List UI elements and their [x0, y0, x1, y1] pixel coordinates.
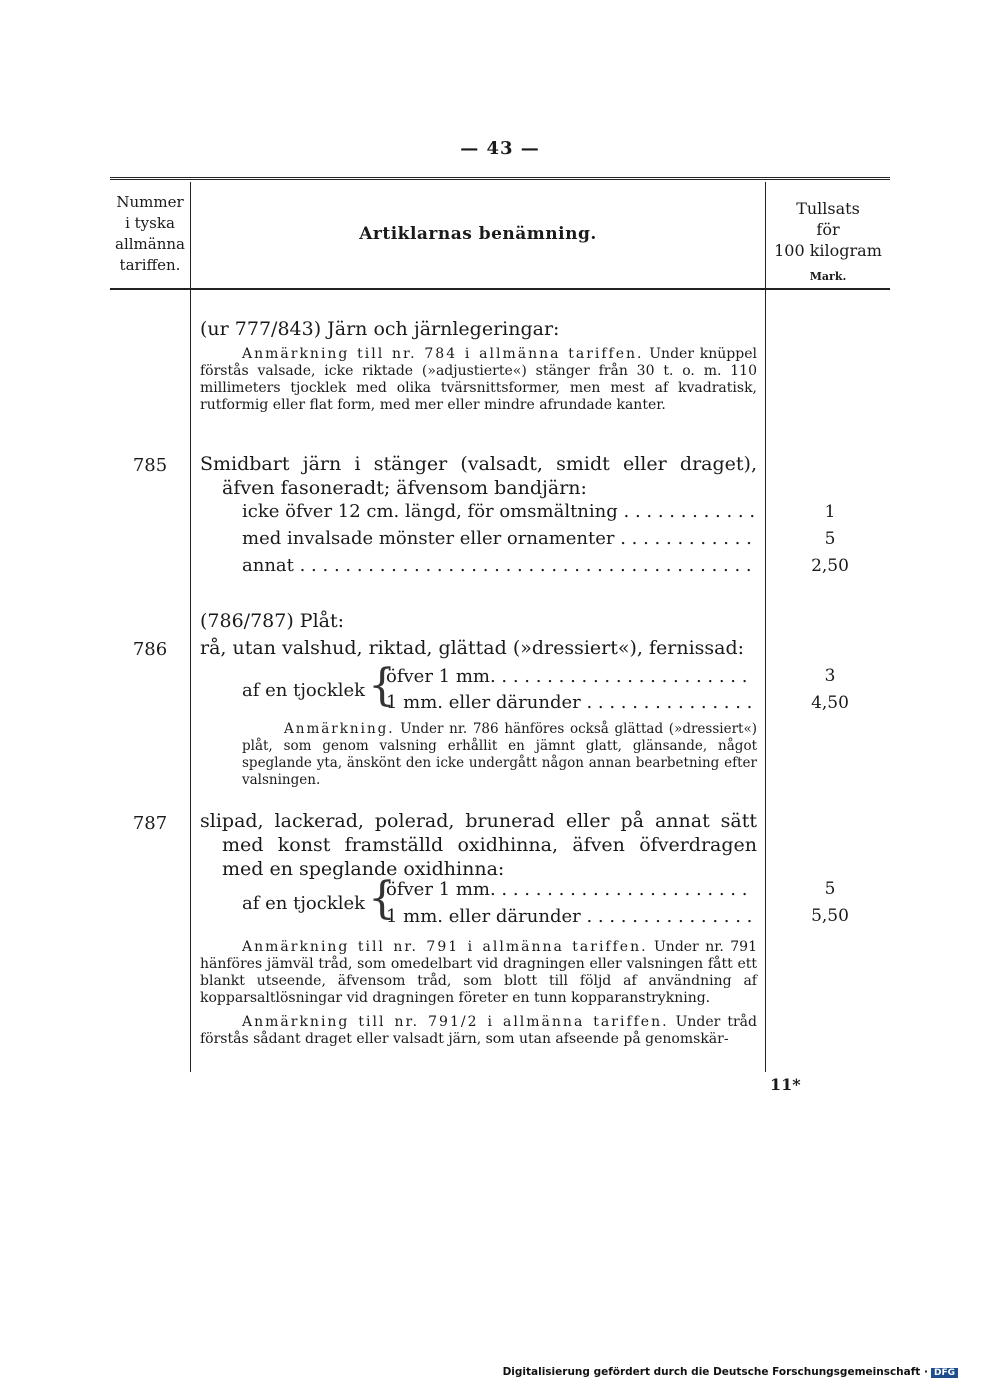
note-text: Under nr. 786 hänföres också glättad (»dressiert«) plåt, som genom valsning erhållit en jämnt glatt, glänsande, något speglande yta, änskönt den icke undergått någon annan bearbetning efter valsningen. — [242, 721, 757, 788]
item-786-text: rå, utan valshud, riktad, glättad (»dressiert«), fernissad: — [200, 637, 745, 659]
item-786-note — [242, 721, 757, 789]
digitization-footer — [503, 1366, 958, 1378]
item-787-brace-label: af en tjocklek — [242, 893, 366, 914]
section-786-heading: (786/787) Plåt: — [200, 610, 345, 632]
note-text: Under knüppel förstås valsade, icke riktade (»adjustierte«) stänger från 30 t. o. m. 110 millimeters tjocklek med olika tvärsnittsformer, men mest af kvadratisk, rutformig eller flat form, med mer eller mindre afrundade kanter. — [200, 346, 757, 413]
section-777-heading: (ur 777/843) Järn och järnlegeringar: — [200, 318, 560, 340]
item-786-rate-1: 3 — [824, 666, 836, 686]
item-787-text: slipad, lackerad, polerad, brunerad eller på annat sätt med konst framställd oxidhinna, äfven öfverdragen med en speglande oxidhinna: — [200, 810, 757, 880]
header-unit: Mark. — [809, 270, 847, 283]
item-787-note-2 — [200, 1014, 757, 1048]
note-lead: Anmärkning till nr. 791/2 i allmänna tariffen. — [242, 1014, 669, 1030]
item-787-rate-1: 5 — [824, 879, 836, 899]
page-number: — 43 — — [460, 138, 540, 159]
item-785-rate-1: 1 — [824, 502, 836, 522]
item-786-brace: { — [368, 660, 396, 711]
item-787-number: 787 — [132, 813, 168, 834]
footer-text: Digitalisierung gefördert durch die Deutsche Forschungsgemeinschaft · — [502, 1366, 928, 1378]
item-785-text: Smidbart järn i stänger (valsadt, smidt eller draget), äfven fasoneradt; äfvensom bandjärn: — [200, 453, 757, 499]
column-divider-left — [190, 182, 191, 1072]
item-787-line-1: öfver 1 mm. . . . — [386, 879, 754, 900]
item-786-rate-2: 4,50 — [811, 693, 849, 713]
header-rate-column: Tullsats för 100 kilogram — [774, 199, 882, 260]
item-787-line-2: 1 mm. eller därunder . . . — [386, 906, 754, 927]
table-top-rule — [110, 177, 890, 180]
note-lead: Anmärkning till nr. 784 i allmänna tariffen. — [242, 346, 644, 362]
item-787-note-1 — [200, 939, 757, 1007]
note-lead: Anmärkning. — [284, 721, 395, 737]
note-text: Under nr. 791 hänföres jämväl tråd, som omedelbart vid dragningen eller valsningen fått ett blankt utseende, äfvensom tråd, som blott till följd af användning af kopparsaltlösningar vid dragningen företer en tunn kopparanstrykning. — [200, 939, 757, 1006]
signature-mark: 11* — [770, 1075, 801, 1094]
item-785-line-2: med invalsade mönster eller ornamenter . . . — [242, 528, 754, 549]
header-article-column: Artiklarnas benämning. — [359, 224, 597, 244]
column-divider-right — [765, 182, 766, 1072]
table-header-rule — [110, 288, 890, 290]
item-785-rate-3: 2,50 — [811, 556, 849, 576]
item-786-line-1: öfver 1 mm. . . . — [386, 666, 754, 687]
header-number-column: Nummer i tyska allmänna tariffen. — [115, 193, 185, 274]
item-785-line-3: annat . . . — [242, 555, 754, 576]
note-text: Under tråd förstås sådant draget eller valsadt järn, som utan afseende på genomskär- — [200, 1014, 757, 1047]
item-786-number: 786 — [132, 639, 168, 660]
note-lead: Anmärkning till nr. 791 i allmänna tariffen. — [242, 939, 648, 955]
item-785-line-1: icke öfver 12 cm. längd, för omsmältning . . . — [242, 501, 754, 522]
item-786-brace-label: af en tjocklek — [242, 680, 366, 701]
item-785-rate-2: 5 — [824, 529, 836, 549]
dfg-logo: DFG — [931, 1368, 958, 1378]
item-786-line-2: 1 mm. eller därunder . . . — [386, 692, 754, 713]
item-787-rate-2: 5,50 — [811, 906, 849, 926]
item-785-number: 785 — [132, 455, 168, 476]
section-777-note — [200, 346, 757, 414]
item-787-brace: { — [368, 873, 396, 924]
